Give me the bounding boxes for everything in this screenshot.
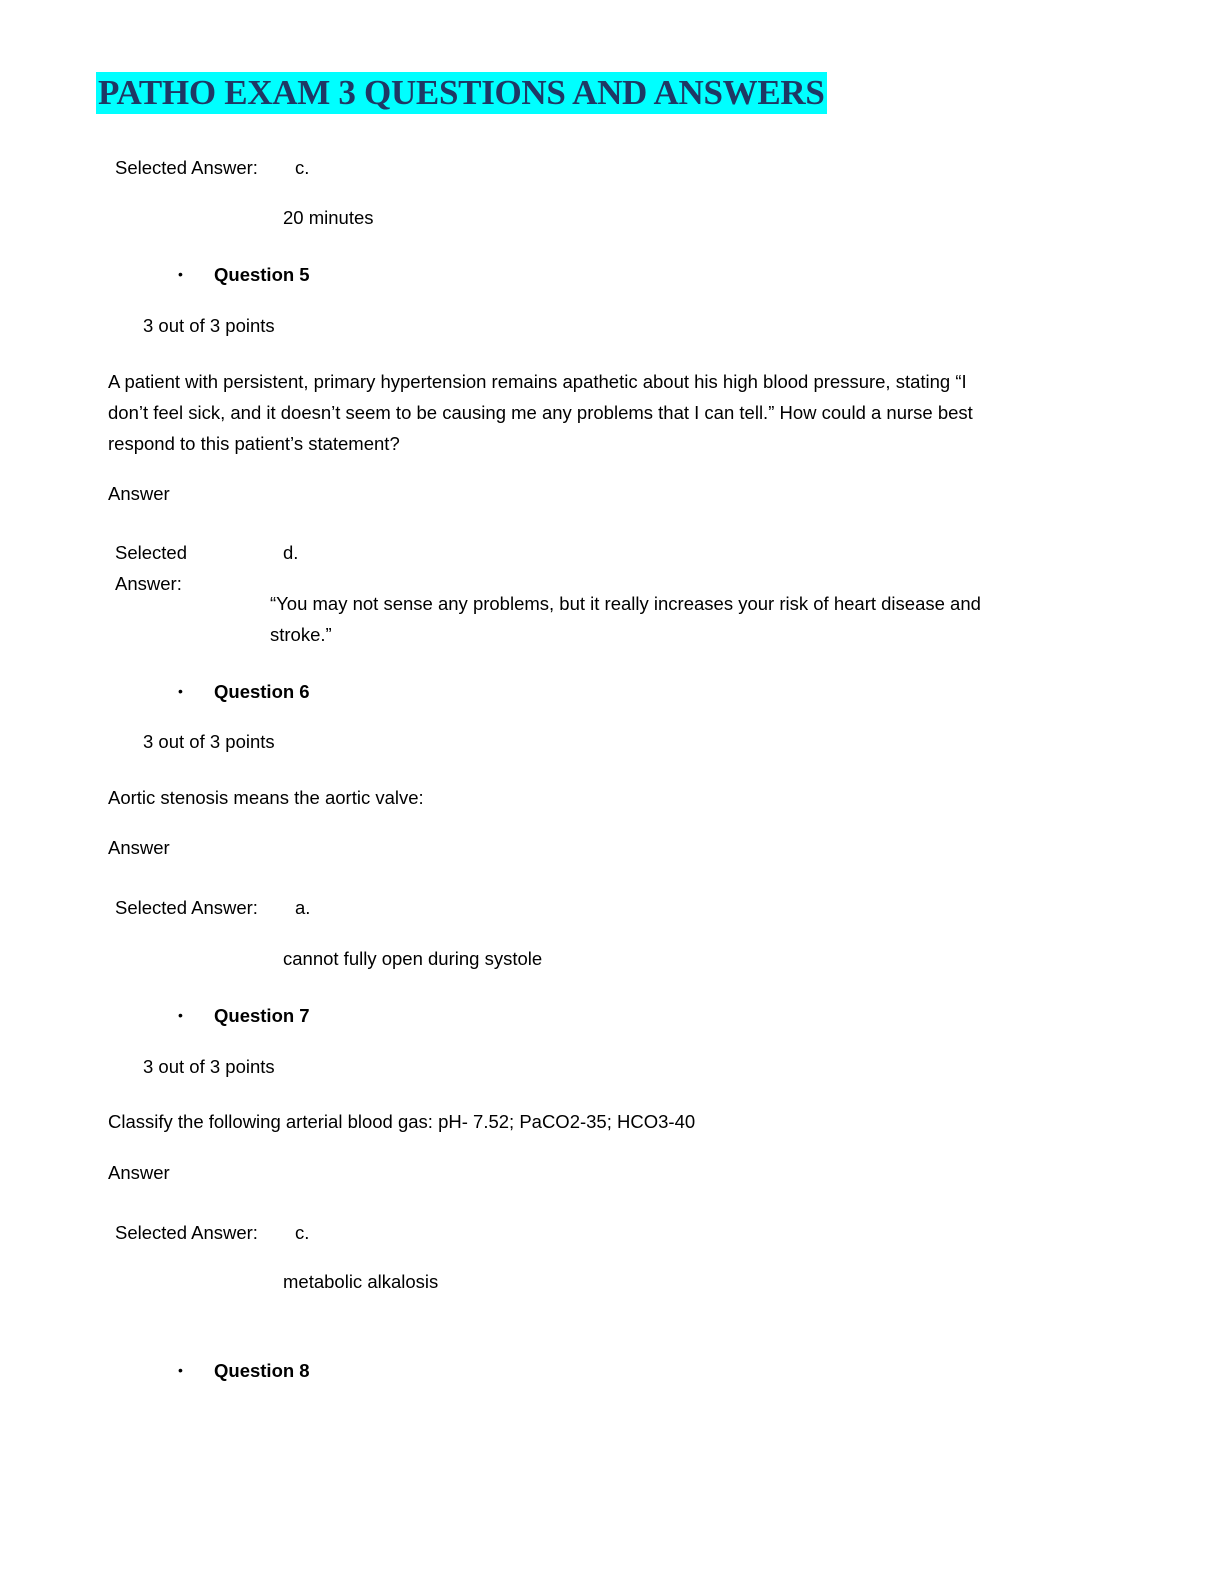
bullet-icon: • (178, 1362, 183, 1378)
bullet-icon: • (178, 1007, 183, 1023)
question-prompt: Aortic stenosis means the aortic valve: (108, 787, 424, 808)
question-heading: Question 6 (214, 681, 310, 702)
answer-label: Answer (108, 1162, 170, 1183)
answer-label: Answer (108, 483, 170, 504)
selected-answer-letter: c. (295, 157, 310, 178)
selected-answer-label: Selected Answer: (115, 1222, 258, 1243)
question-heading: Question 5 (214, 264, 310, 285)
selected-answer-letter: c. (295, 1222, 310, 1243)
selected-answer-label: Selected Answer: (115, 157, 258, 178)
page-title: PATHO EXAM 3 QUESTIONS AND ANSWERS (98, 73, 825, 112)
selected-label: Selected (115, 542, 187, 563)
selected-answer-label: Selected Answer: (115, 897, 258, 918)
selected-answer-text: “You may not sense any problems, but it really increases your risk of heart disease and stroke.” (270, 593, 981, 645)
question-prompt: Classify the following arterial blood gas: pH- 7.52; PaCO2-35; HCO3-40 (108, 1111, 696, 1132)
question-heading: Question 8 (214, 1360, 310, 1381)
selected-answer-text: metabolic alkalosis (283, 1271, 439, 1292)
question-heading: Question 7 (214, 1005, 310, 1026)
selected-answer-letter: d. (283, 542, 299, 563)
question-points: 3 out of 3 points (143, 1056, 275, 1077)
bullet-icon: • (178, 683, 183, 699)
question-points: 3 out of 3 points (143, 315, 275, 336)
question-prompt: A patient with persistent, primary hypertension remains apathetic about his high blood pressure, stating “I don’t feel sick, and it doesn’t seem to be causing me any problems that I can tell.” How could a nurse best respond to this patient’s statement? (108, 371, 973, 454)
selected-answer-letter: a. (295, 897, 311, 918)
answer-label: Answer (108, 837, 170, 858)
selected-answer-text: cannot fully open during systole (283, 948, 543, 969)
answer-colon-label: Answer: (115, 573, 182, 594)
question-points: 3 out of 3 points (143, 731, 275, 752)
bullet-icon: • (178, 266, 183, 282)
selected-answer-text: 20 minutes (283, 207, 374, 228)
